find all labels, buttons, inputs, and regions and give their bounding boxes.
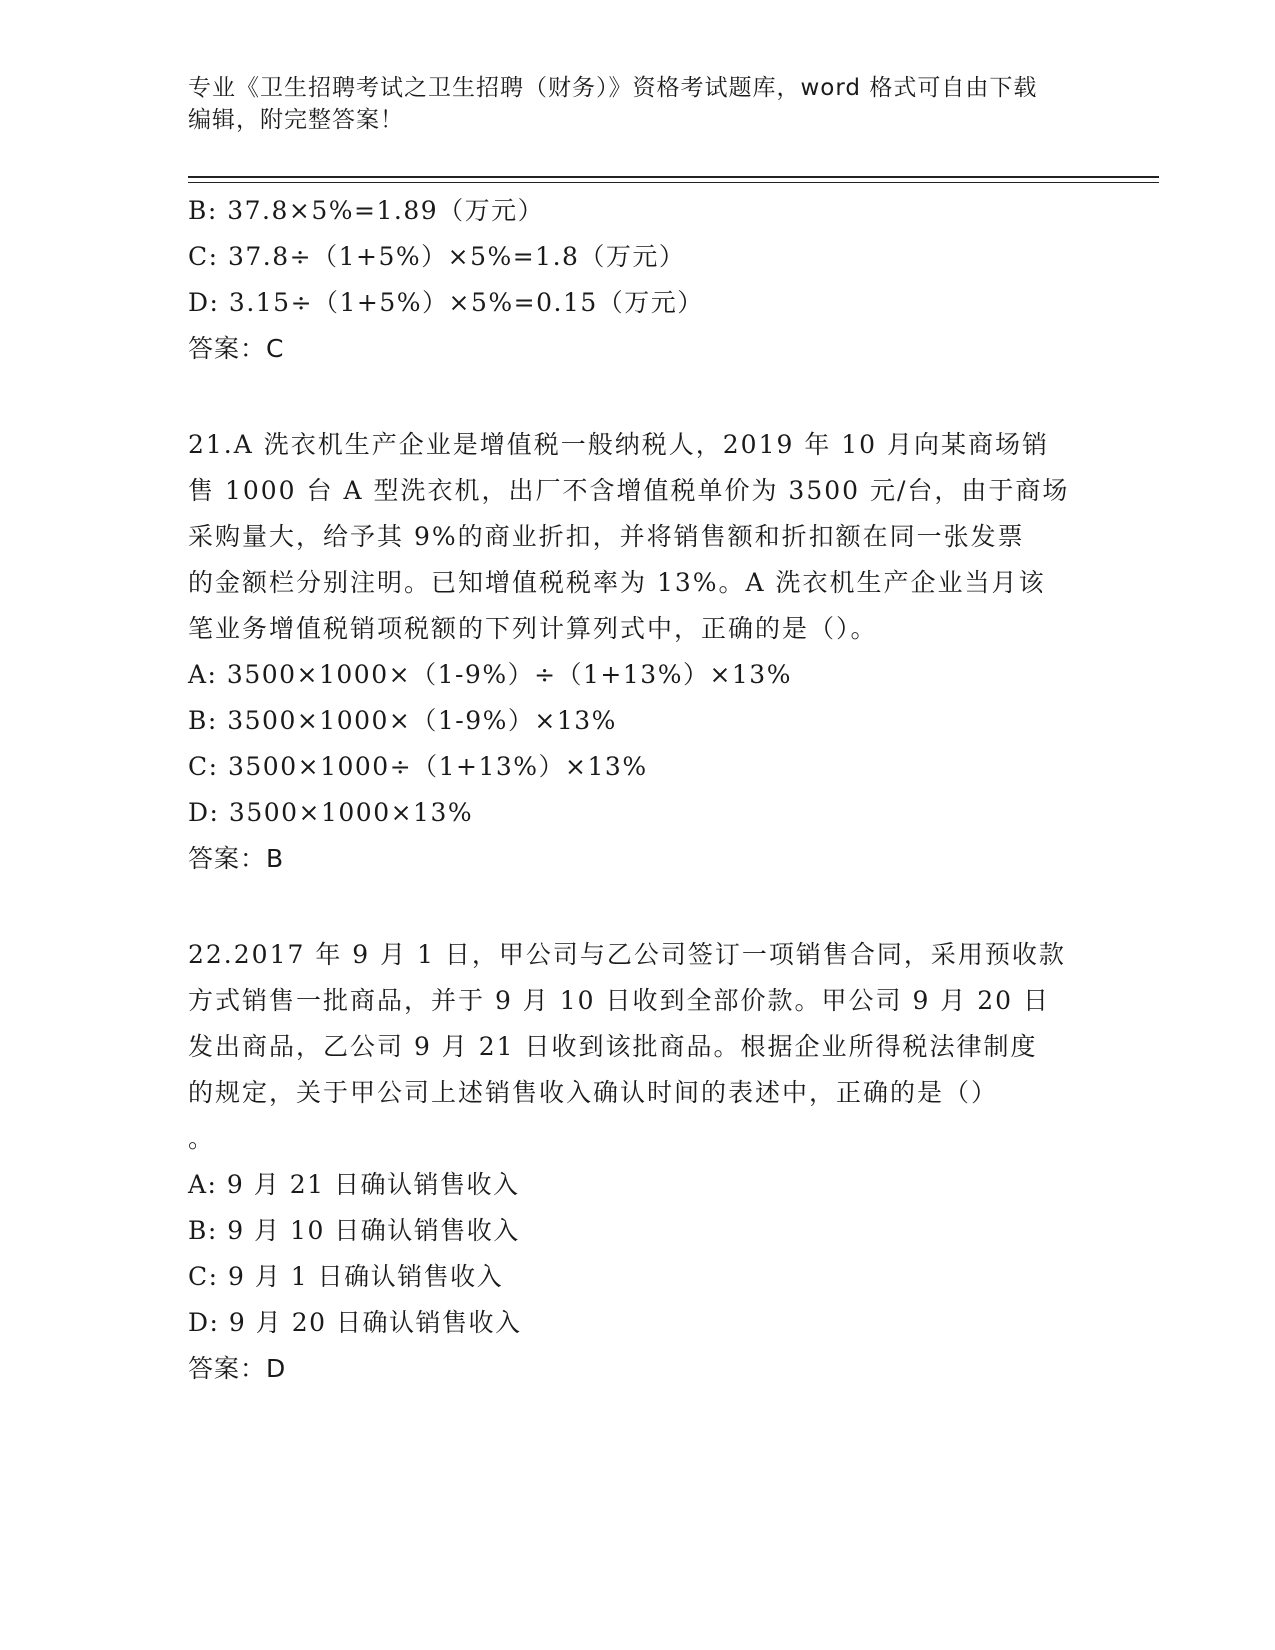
option-c: C: 37.8÷（1+5%）×5%=1.8（万元）: [188, 242, 686, 271]
header-line-2: 编辑，附完整答案！: [188, 107, 404, 133]
option-c: C: 3500×1000÷（1+13%）×13%: [188, 752, 648, 781]
question-stem-line: 发出商品，乙公司 9 月 21 日收到该批商品。根据企业所得税法律制度: [188, 1032, 1038, 1061]
option-b: B: 9 月 10 日确认销售收入: [188, 1216, 520, 1245]
document-body: [188, 188, 1088, 1392]
header-divider-thick: [188, 176, 1159, 178]
answer-line: 答案：B: [188, 844, 285, 873]
option-c: C: 9 月 1 日确认销售收入: [188, 1262, 504, 1291]
question-stem-line: 的金额栏分别注明。已知增值税税率为 13%。A 洗衣机生产企业当月该: [188, 568, 1046, 597]
question-stem-line: 采购量大，给予其 9%的商业折扣，并将销售额和折扣额在同一张发票: [188, 522, 1025, 551]
option-d: D: 3.15÷（1+5%）×5%=0.15（万元）: [188, 288, 704, 317]
option-d: D: 9 月 20 日确认销售收入: [188, 1308, 522, 1337]
answer-line: 答案：D: [188, 1354, 287, 1383]
answer-line: 答案：C: [188, 334, 285, 363]
question-21-block: [188, 422, 1088, 882]
spacer: [188, 882, 1088, 932]
option-b: B: 3500×1000×（1-9%）×13%: [188, 706, 617, 735]
prev-question-block: [188, 188, 1088, 372]
question-stem-line: 方式销售一批商品，并于 9 月 10 日收到全部价款。甲公司 9 月 20 日: [188, 986, 1051, 1015]
question-stem-line: 。: [188, 1124, 216, 1153]
option-a: A: 3500×1000×（1-9%）÷（1+13%）×13%: [188, 660, 792, 689]
option-b: B: 37.8×5%=1.89（万元）: [188, 196, 545, 225]
header-divider-thin: [188, 182, 1159, 183]
question-stem-line: 21.A 洗衣机生产企业是增值税一般纳税人，2019 年 10 月向某商场销: [188, 430, 1050, 459]
header-line-1: 专业《卫生招聘考试之卫生招聘（财务）》资格考试题库，word 格式可自由下载: [188, 75, 1038, 101]
question-22-block: [188, 932, 1088, 1392]
spacer: [188, 372, 1088, 422]
question-stem-line: 的规定，关于甲公司上述销售收入确认时间的表述中，正确的是（）: [188, 1078, 999, 1107]
option-d: D: 3500×1000×13%: [188, 798, 474, 827]
question-stem-line: 22.2017 年 9 月 1 日，甲公司与乙公司签订一项销售合同，采用预收款: [188, 940, 1066, 969]
question-stem-line: 笔业务增值税销项税额的下列计算列式中，正确的是（）。: [188, 614, 878, 643]
document-header: [188, 72, 1068, 136]
question-stem-line: 售 1000 台 A 型洗衣机，出厂不含增值税单价为 3500 元/台，由于商场: [188, 476, 1070, 505]
option-a: A: 9 月 21 日确认销售收入: [188, 1170, 520, 1199]
